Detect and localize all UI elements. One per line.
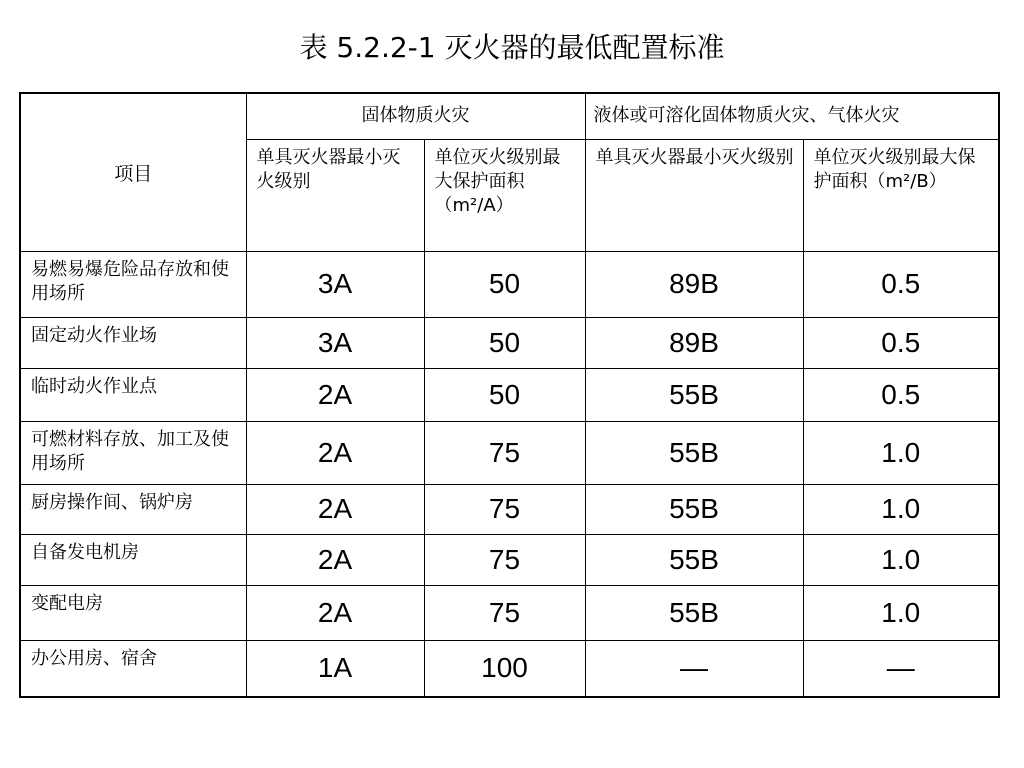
sub-header-solid-max-area: 单位灭火级别最大保护面积（m²/A） [424, 139, 585, 251]
row-label: 变配电房 [20, 585, 246, 640]
solid-max-area-cell: 50 [424, 251, 585, 317]
table-title: 表 5.2.2-1 灭火器的最低配置标准 [299, 31, 725, 64]
table-row [20, 640, 999, 697]
solid-max-area-cell: 75 [424, 484, 585, 534]
liquid-max-area-cell: 0.5 [803, 368, 999, 421]
liquid-min-rating-cell: 55B [585, 421, 803, 484]
liquid-gas-fire-group-header: 液体或可溶化固体物质火灾、气体火灾 [585, 93, 999, 139]
solid-max-area-cell: 75 [424, 585, 585, 640]
solid-min-rating-cell: 3A [246, 317, 424, 368]
solid-fire-group-header: 固体物质火灾 [246, 93, 585, 139]
liquid-max-area-cell: 1.0 [803, 534, 999, 585]
item-header: 项目 [20, 93, 246, 251]
solid-min-rating-cell: 2A [246, 534, 424, 585]
liquid-max-area-cell: 1.0 [803, 585, 999, 640]
liquid-min-rating-cell: 55B [585, 368, 803, 421]
solid-max-area-cell: 75 [424, 421, 585, 484]
table-row [20, 317, 999, 368]
sub-header-solid-min-rating: 单具灭火器最小灭火级别 [246, 139, 424, 251]
table-row [20, 585, 999, 640]
row-label: 固定动火作业场 [20, 317, 246, 368]
table-row [20, 534, 999, 585]
liquid-min-rating-cell: 89B [585, 251, 803, 317]
row-label: 临时动火作业点 [20, 368, 246, 421]
liquid-min-rating-cell: — [585, 640, 803, 697]
header-group-row [20, 93, 999, 139]
solid-max-area-cell: 75 [424, 534, 585, 585]
row-label: 厨房操作间、锅炉房 [20, 484, 246, 534]
fire-extinguisher-config-table [19, 92, 1000, 698]
liquid-min-rating-cell: 55B [585, 585, 803, 640]
row-label: 自备发电机房 [20, 534, 246, 585]
liquid-min-rating-cell: 55B [585, 534, 803, 585]
liquid-min-rating-cell: 89B [585, 317, 803, 368]
liquid-max-area-cell: — [803, 640, 999, 697]
table-row [20, 484, 999, 534]
liquid-max-area-cell: 1.0 [803, 484, 999, 534]
solid-min-rating-cell: 2A [246, 421, 424, 484]
liquid-max-area-cell: 0.5 [803, 251, 999, 317]
solid-max-area-cell: 50 [424, 368, 585, 421]
solid-min-rating-cell: 2A [246, 484, 424, 534]
solid-min-rating-cell: 1A [246, 640, 424, 697]
liquid-min-rating-cell: 55B [585, 484, 803, 534]
table-row [20, 368, 999, 421]
solid-max-area-cell: 50 [424, 317, 585, 368]
row-label: 办公用房、宿舍 [20, 640, 246, 697]
solid-min-rating-cell: 2A [246, 585, 424, 640]
table-row [20, 251, 999, 317]
solid-max-area-cell: 100 [424, 640, 585, 697]
liquid-max-area-cell: 1.0 [803, 421, 999, 484]
solid-min-rating-cell: 3A [246, 251, 424, 317]
sub-header-liquid-min-rating: 单具灭火器最小灭火级别 [585, 139, 803, 251]
sub-header-liquid-max-area: 单位灭火级别最大保护面积（m²/B） [803, 139, 999, 251]
row-label: 可燃材料存放、加工及使用场所 [20, 421, 246, 484]
solid-min-rating-cell: 2A [246, 368, 424, 421]
table-row [20, 421, 999, 484]
liquid-max-area-cell: 0.5 [803, 317, 999, 368]
row-label: 易燃易爆危险品存放和使用场所 [20, 251, 246, 317]
